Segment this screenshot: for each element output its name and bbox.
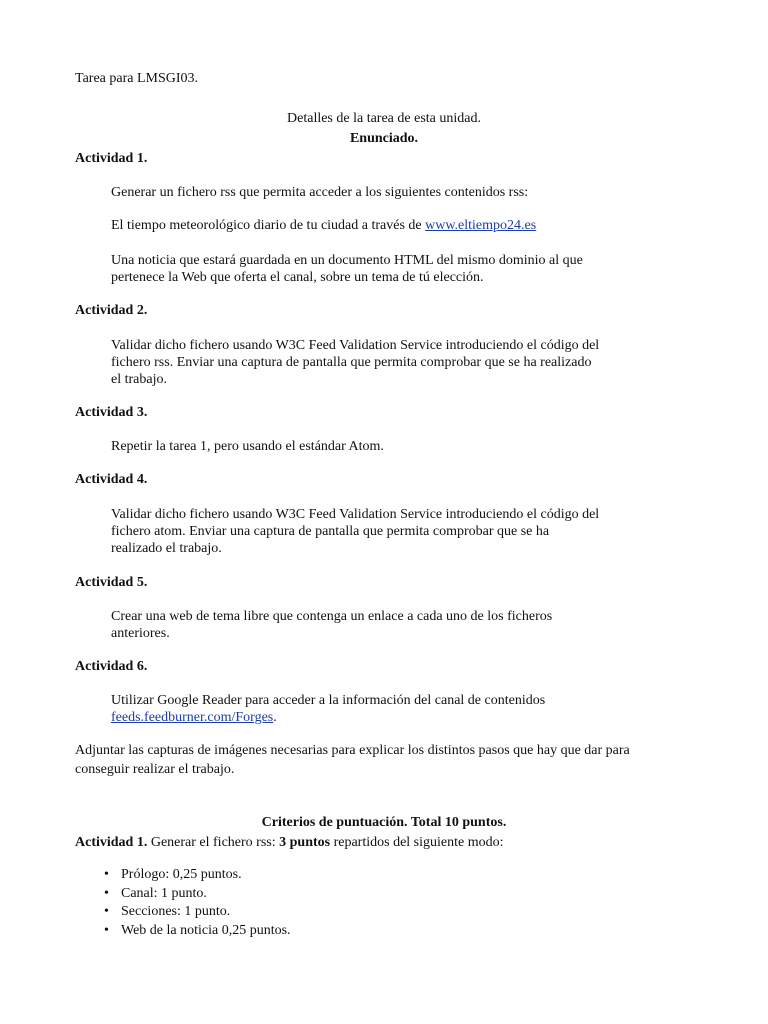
activity-6-period: . <box>273 710 277 725</box>
activity-1-paragraph-2 <box>111 217 536 234</box>
criteria-bullet-list <box>104 866 291 940</box>
activity-5-title: Actividad 5. <box>75 575 148 590</box>
activity-4-line-2: fichero atom. Enviar una captura de pantalla que permita comprobar que se ha <box>111 524 550 539</box>
list-item <box>104 885 291 904</box>
list-item <box>104 903 291 922</box>
list-item-text: Canal: 1 punto. <box>121 885 207 901</box>
activity-1-paragraph-3-line-2: pertenece la Web que oferta el canal, sobre un tema de tú elección. <box>111 270 484 285</box>
activity-3-line-1: Repetir la tarea 1, pero usando el estándar Atom. <box>111 439 384 454</box>
bullet-icon: • <box>104 867 109 882</box>
activity-1-paragraph-3-line-1: Una noticia que estará guardada en un documento HTML del mismo dominio al que <box>111 253 583 268</box>
statement-heading: Enunciado. <box>349 131 419 146</box>
feedburner-link[interactable]: feeds.feedburner.com/Forges <box>111 710 274 725</box>
bullet-icon: • <box>104 904 109 919</box>
criteria-activity-1-text: Generar el fichero rss: <box>147 835 280 850</box>
activity-6-line-1: Utilizar Google Reader para acceder a la información del canal de contenidos <box>111 693 546 708</box>
eltiempo-link[interactable]: www.eltiempo24.es <box>425 218 537 233</box>
list-item-text: Prólogo: 0,25 puntos. <box>121 867 242 882</box>
attach-note-line-1: Adjuntar las capturas de imágenes necesarias para explicar los distintos pasos que hay que dar para <box>75 743 630 758</box>
criteria-activity-1-points: 3 puntos <box>279 835 331 850</box>
activity-6-title: Actividad 6. <box>75 659 148 674</box>
list-item <box>104 866 291 885</box>
activity-3-title: Actividad 3. <box>75 405 148 420</box>
bullet-icon: • <box>104 885 109 901</box>
activity-4-title: Actividad 4. <box>75 472 148 487</box>
criteria-activity-1-label: Actividad 1. <box>75 835 148 850</box>
list-item-text: Secciones: 1 punto. <box>121 904 231 919</box>
criteria-activity-1-line <box>75 834 504 851</box>
activity-2-title: Actividad 2. <box>75 303 148 318</box>
activity-2-line-1: Validar dicho fichero usando W3C Feed Validation Service introduciendo el código del <box>111 338 600 353</box>
activity-4-line-3: realizado el trabajo. <box>111 541 222 556</box>
activity-2-line-2: fichero rss. Enviar una captura de pantalla que permita comprobar que se ha realizado <box>111 355 592 370</box>
bullet-icon: • <box>104 922 109 938</box>
details-heading: Detalles de la tarea de esta unidad. <box>287 111 481 126</box>
criteria-heading: Criterios de puntuación. Total 10 puntos. <box>261 815 507 830</box>
activity-5-line-1: Crear una web de tema libre que contenga un enlace a cada uno de los ficheros <box>111 609 553 624</box>
attach-note-line-2: conseguir realizar el trabajo. <box>75 762 235 777</box>
activity-6-line-2 <box>111 709 277 726</box>
list-item-text: Web de la noticia 0,25 puntos. <box>121 922 291 938</box>
list-item <box>104 922 291 941</box>
activity-5-line-2: anteriores. <box>111 626 170 641</box>
activity-1-paragraph-1: Generar un fichero rss que permita acceder a los siguientes contenidos rss: <box>111 185 529 200</box>
criteria-activity-1-rest: repartidos del siguiente modo: <box>330 835 504 850</box>
activity-1-paragraph-2-text: El tiempo meteorológico diario de tu ciudad a través de <box>111 218 426 233</box>
activity-4-line-1: Validar dicho fichero usando W3C Feed Validation Service introduciendo el código del <box>111 507 600 522</box>
task-title: Tarea para LMSGI03. <box>75 71 199 86</box>
activity-2-line-3: el trabajo. <box>111 372 167 387</box>
activity-1-title: Actividad 1. <box>75 151 148 166</box>
